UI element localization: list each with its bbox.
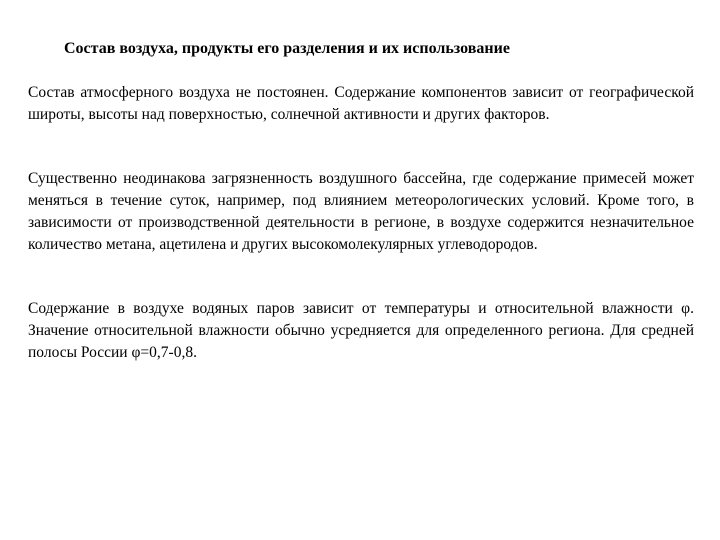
page-title: Состав воздуха, продукты его разделения и их использование: [64, 40, 510, 57]
paragraph-water-vapor: Содержание в воздухе водяных паров зависит от температуры и относительной влажности φ. Значение относительной влажности обычно усредняется для определенного региона. Для средней полосы России φ=0,7-0,8.: [28, 300, 694, 361]
paragraph-air-pollution: Существенно неодинакова загрязненность воздушного бассейна, где содержание примесей может меняться в течение суток, например, под влиянием метеорологических условий. Кроме того, в зависимости от производственной деятельности в регионе, в воздухе содержится незначительное количество метана, ацетилена и других высокомолекулярных углеводородов.: [28, 170, 694, 253]
paragraph-atmospheric-composition: Состав атмосферного воздуха не постоянен. Содержание компонентов зависит от географической широты, высоты над поверхностью, солнечной активности и других факторов.: [28, 84, 694, 123]
